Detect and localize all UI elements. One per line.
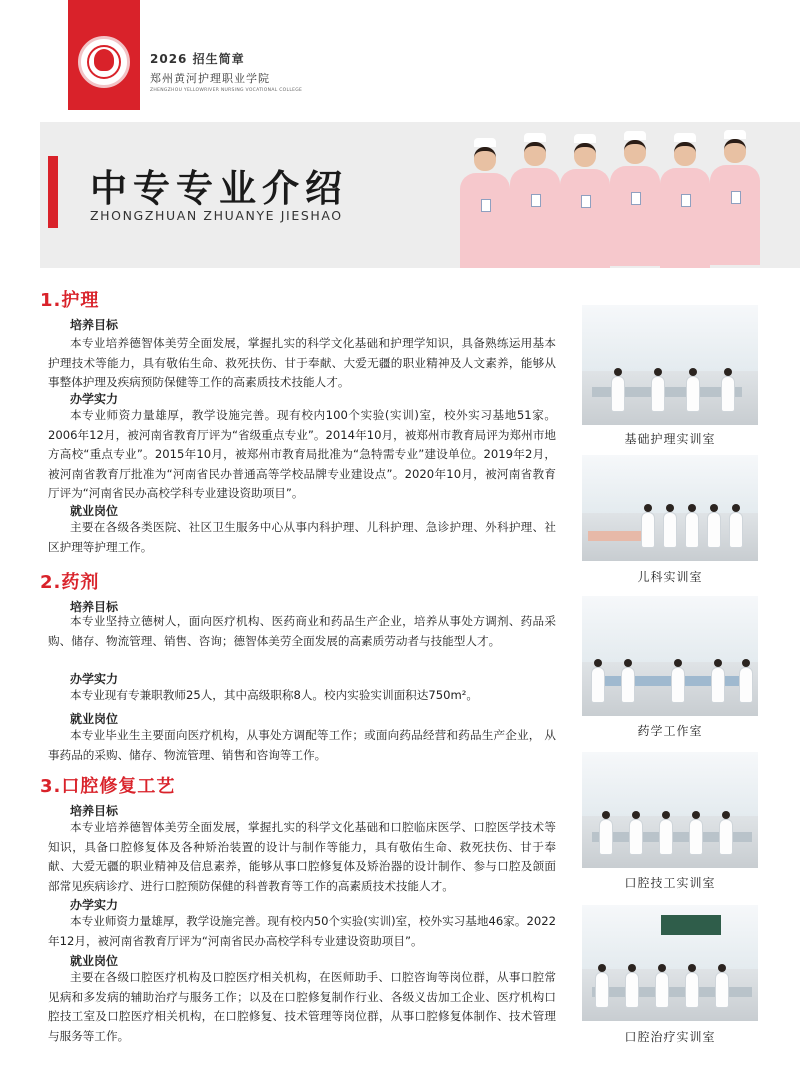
college-logo-icon <box>78 36 130 88</box>
goal-label: 培养目标 <box>70 600 119 614</box>
section-title-nursing: 1.护理 <box>40 290 100 311</box>
photo-pharmacy-studio <box>582 596 758 716</box>
strength-text: 本专业师资力量雄厚，教学设施完善。现有校内50个实验(实训)室，校外实习基地46家。2022年12月，被河南省教育厅评为“河南省民办高校学科专业建设资助项目”。 <box>48 914 556 948</box>
strength-label: 办学实力 <box>70 392 119 406</box>
page-banner <box>40 122 800 268</box>
section-title-pharmacy: 2.药剂 <box>40 572 100 593</box>
strength-text: 本专业师资力量雄厚，教学设施完善。现有校内100个实验(实训)室，校外实习基地51家。2006年12月，被河南省教育厅评为“省级重点专业”。2014年10月，被郑州市教育局评为郑州市地方高校“重点专业”。2015年10月，被郑州市教育局批准为“急特需专业”建设单位。2019年2月，被河南省教育厅批准为“河南省民办普通高等学校品牌专业建设点”。2020年10月，被河南省教育厅评为“河南省民办高校学科专业建设资助项目”。 <box>48 408 556 500</box>
strength-label: 办学实力 <box>70 672 119 686</box>
job-text: 主要在各级各类医院、社区卫生服务中心从事内科护理、儿科护理、急诊护理、外科护理、社区护理等护理工作。 <box>48 520 556 554</box>
school-name-en: ZHENGZHOU YELLOWRIVER NURSING VOCATIONAL COLLEGE <box>150 88 303 93</box>
school-name: 郑州黄河护理职业学院 <box>150 72 270 85</box>
photo-pediatric-lab <box>582 455 758 561</box>
year-title: 2026 招生简章 <box>150 52 245 66</box>
photo-dental-treatment-lab <box>582 905 758 1021</box>
goal-text: 本专业培养德智体美劳全面发展，掌握扎实的科学文化基础和护理学知识，具备熟练运用基本护理技术等能力，具有敬佑生命、救死扶伤、甘于奉献、大爱无疆的职业精神及人文素养，能够从事整体护理及疾病预防保健等工作的高素质技术技能人才。 <box>48 336 556 389</box>
goal-text: 本专业坚持立德树人，面向医疗机构、医药商业和药品生产企业，培养从事处方调剂、药品采购、储存、物流管理、销售、咨询；德智体美劳全面发展的高素质劳动者与技能型人才。 <box>48 614 556 648</box>
job-label: 就业岗位 <box>70 712 119 726</box>
brand <box>150 50 302 93</box>
goal-label: 培养目标 <box>70 318 119 332</box>
strength-text: 本专业现有专兼职教师25人，其中高级职称8人。校内实验实训面积达750m²。 <box>70 688 479 702</box>
photo-caption: 口腔技工实训室 <box>624 876 716 890</box>
goal-label: 培养目标 <box>70 804 119 818</box>
banner-accent-bar <box>48 156 58 228</box>
photo-dental-tech-lab <box>582 752 758 868</box>
photo-basic-nursing-lab <box>582 305 758 425</box>
job-label: 就业岗位 <box>70 954 119 968</box>
page-title: 中专专业介绍 <box>90 167 348 210</box>
goal-text: 本专业培养德智体美劳全面发展，掌握扎实的科学文化基础和口腔临床医学、口腔医学技术等知识，具备口腔修复体及各种矫治装置的设计与制作等能力，具有敬佑生命、救死扶伤、甘于奉献、大爱无疆的职业精神及信息素养，能够从事口腔修复体及矫治器的设计制作、参与口腔及颌面部常见疾病诊疗、进行口腔预防保健的科普教育等工作的高素质技术技能人才。 <box>48 820 556 893</box>
photo-caption: 口腔治疗实训室 <box>624 1030 716 1044</box>
job-text: 主要在各级口腔医疗机构及口腔医疗相关机构，在医师助手、口腔咨询等岗位群，从事口腔常见病和多发病的辅助治疗与服务工作；以及在口腔修复制作行业、各级义齿加工企业、医疗机构口腔技工室及口腔医疗相关机构，在口腔修复、技术管理等岗位群，从事口腔修复体制作、技术管理与服务等工作。 <box>48 970 556 1043</box>
photo-caption: 基础护理实训室 <box>624 432 716 446</box>
logo-block <box>68 0 140 110</box>
strength-label: 办学实力 <box>70 898 119 912</box>
page-subtitle: ZHONGZHUAN ZHUANYE JIESHAO <box>90 208 343 223</box>
photo-caption: 儿科实训室 <box>637 570 703 584</box>
photo-caption: 药学工作室 <box>637 724 703 738</box>
job-label: 就业岗位 <box>70 504 119 518</box>
job-text: 本专业毕业生主要面向医疗机构，从事处方调配等工作；或面向药品经营和药品生产企业， 从事药品的采购、储存、物流管理、销售和咨询等工作。 <box>48 728 556 762</box>
section-title-dental: 3.口腔修复工艺 <box>40 776 176 797</box>
